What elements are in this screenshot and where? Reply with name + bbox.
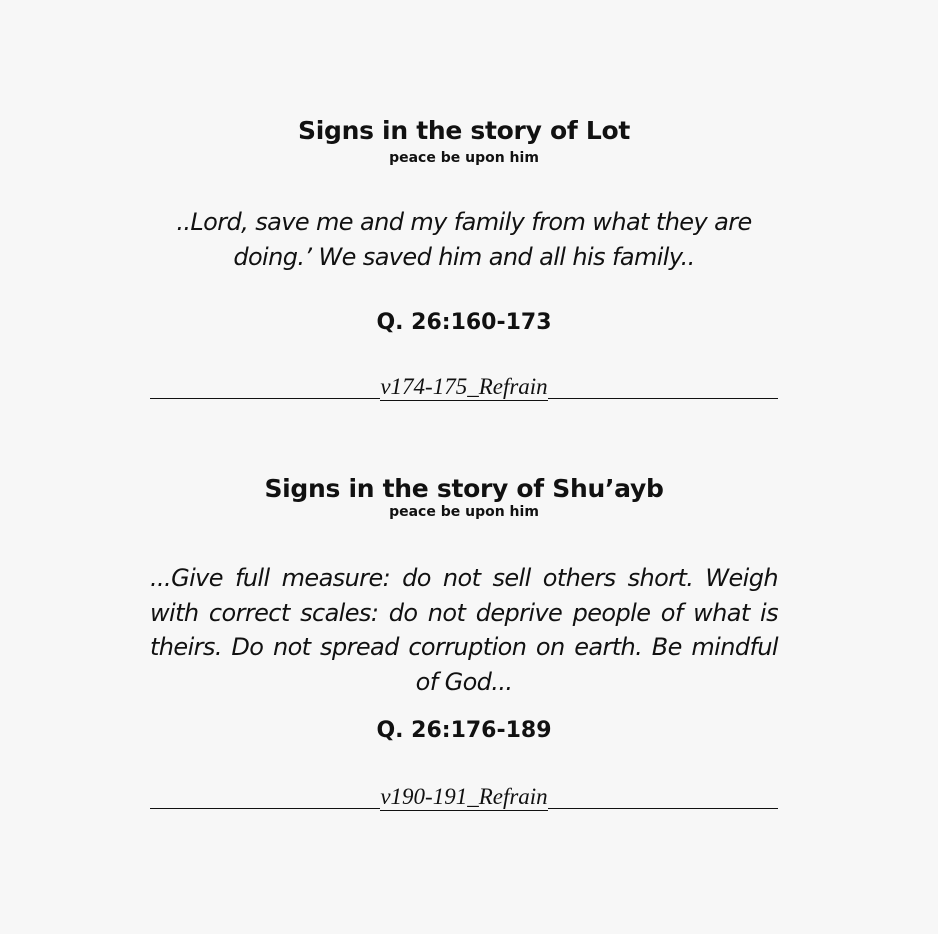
verse-quote: ...Give full measure: do not sell others short. Weigh with correct scales: do not deprive people of what is theirs. Do not spread corruption on earth. Be mindful of God... [150, 564, 778, 696]
section-shuayb [150, 470, 778, 830]
section-title: Signs in the story of Lot [298, 116, 630, 145]
rule-left [150, 808, 380, 809]
section-subtitle: peace be upon him [389, 504, 539, 520]
refrain-label: v190-191_Refrain [380, 784, 548, 809]
refrain-line [150, 784, 778, 811]
section-subtitle: peace be upon him [389, 150, 539, 166]
verse-reference: Q. 26:160-173 [376, 310, 552, 335]
section-lot [150, 112, 778, 412]
rule-left [150, 398, 380, 399]
rule-right [548, 808, 778, 809]
verse-reference: Q. 26:176-189 [376, 718, 552, 743]
refrain-label: v174-175_Refrain [380, 374, 548, 399]
rule-right [548, 398, 778, 399]
section-title: Signs in the story of Shu’ayb [264, 474, 664, 503]
verse-quote: ..Lord, save me and my family from what they are doing.’ We saved him and all his family.. [176, 208, 752, 271]
refrain-line [150, 374, 778, 401]
